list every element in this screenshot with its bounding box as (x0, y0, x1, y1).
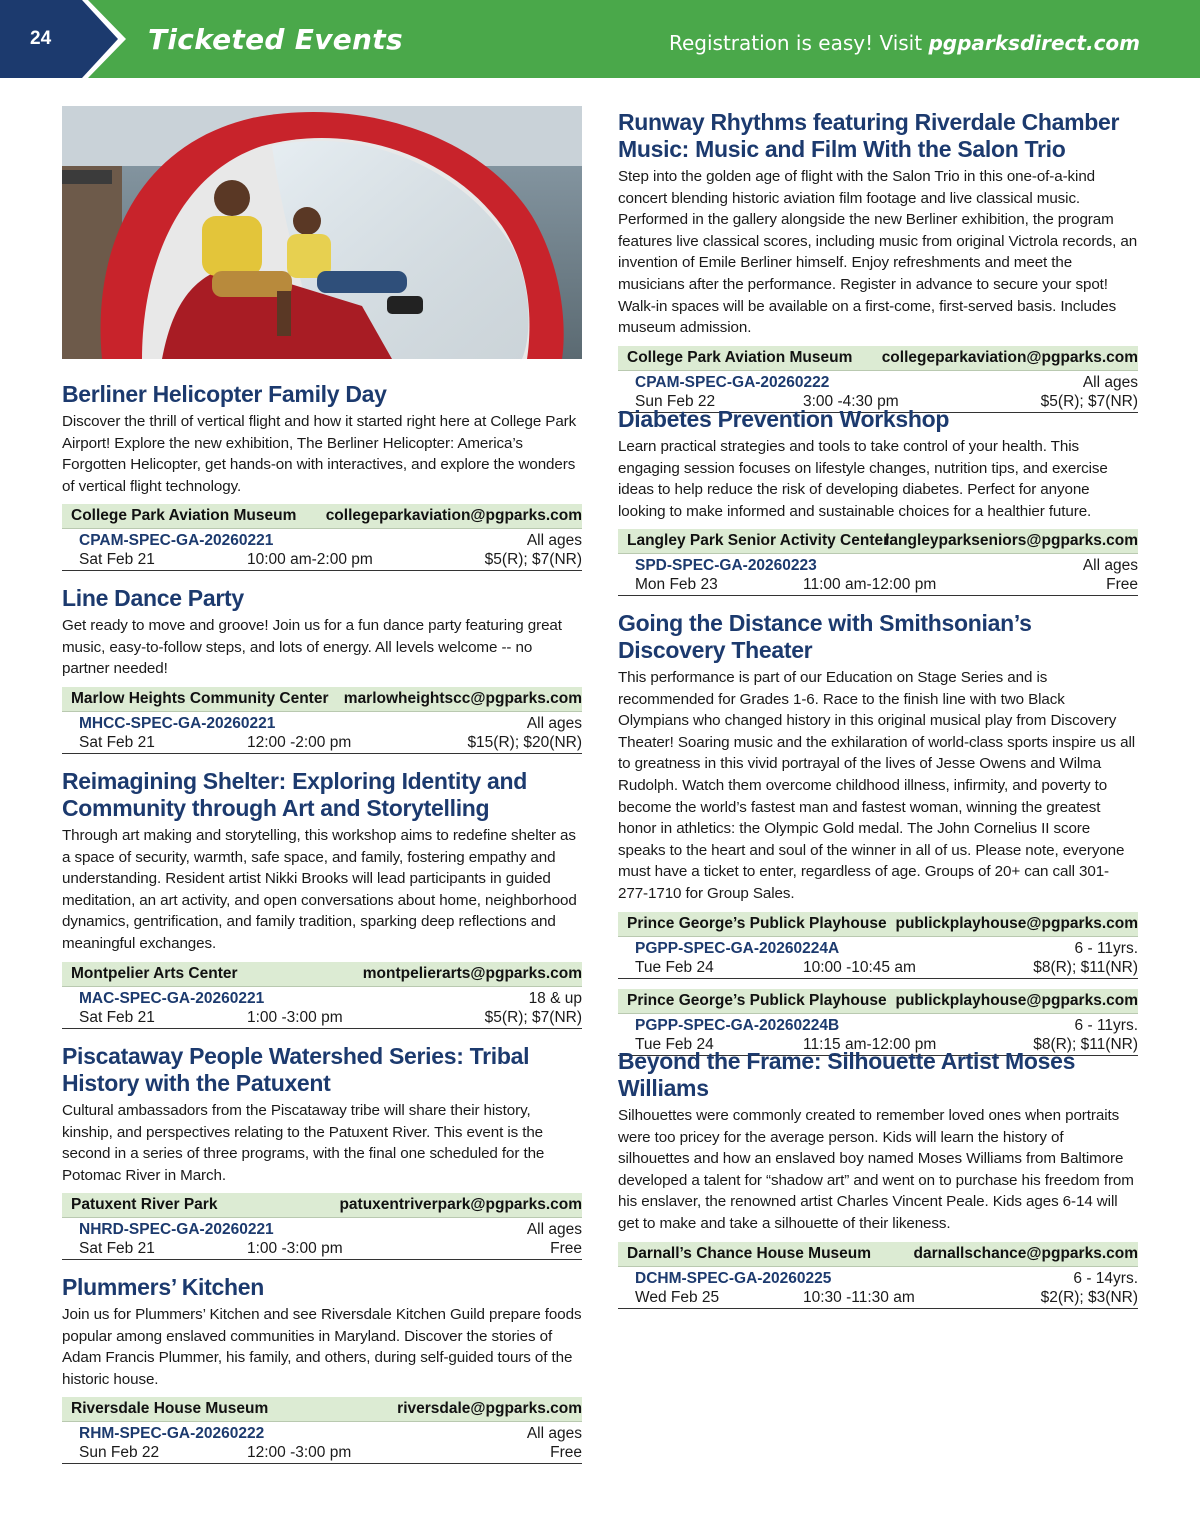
venue-name: Patuxent River Park (71, 1196, 218, 1214)
session-time: 1:00 -3:00 pm (247, 1008, 343, 1026)
registration-note (669, 31, 1140, 55)
session-row (62, 1218, 582, 1260)
session-ages: All ages (526, 1425, 582, 1443)
session-date: Mon Feb 23 (635, 576, 718, 594)
venue-bar (62, 1193, 582, 1218)
session-time: 11:00 am-12:00 pm (803, 576, 937, 594)
venue-name: Prince George’s Publick Playhouse (627, 914, 887, 932)
session-date: Tue Feb 24 (635, 1035, 714, 1053)
venue-email[interactable]: darnallschance@pgparks.com (913, 1244, 1138, 1262)
venue-name: College Park Aviation Museum (71, 507, 297, 525)
event-description: Cultural ambassadors from the Piscataway tribe will share their history, kinship, and perspectives relating to the Patuxent River. This event is the second in a series of three programs, with the final one scheduled for the Potomac River in March. (62, 1102, 545, 1184)
venue-name: Montpelier Arts Center (71, 964, 238, 982)
session-date: Sat Feb 21 (79, 1008, 155, 1026)
session-fee: $2(R); $3(NR) (1040, 1288, 1138, 1306)
event-title: Runway Rhythms featuring Riverdale Chamber Music: Music and Film With the Salon Trio (618, 109, 1120, 162)
session-date: Sun Feb 22 (635, 392, 716, 410)
session-fee: $8(R); $11(NR) (1033, 1035, 1138, 1053)
session-fee: $15(R); $20(NR) (467, 733, 582, 751)
session-time: 10:30 -11:30 am (803, 1288, 915, 1306)
session-ages: 6 - 14yrs. (1073, 1269, 1138, 1287)
event-title: Beyond the Frame: Silhouette Artist Moses Williams (618, 1048, 1076, 1101)
activity-code: MAC-SPEC-GA-20260221 (79, 989, 265, 1007)
venue-name: Riversdale House Museum (71, 1400, 269, 1418)
session-ages: All ages (526, 532, 582, 550)
event-description: Get ready to move and groove! Join us for a fun dance party featuring great music, easy-to-follow steps, and lots of energy. All levels welcome -- no partner needed! (62, 617, 562, 678)
page-header (0, 0, 1200, 78)
event-line-dance-party (62, 585, 582, 754)
session-row (62, 1422, 582, 1464)
session-row (62, 529, 582, 571)
venue-email[interactable]: collegeparkaviation@pgparks.com (881, 348, 1138, 366)
event-description: Discover the thrill of vertical flight and how it started right here at College Park Airport! Explore the new exhibition, The Berliner Helicopter: America’s Forgotten Helicopter, get hands-on with interactives, and explore the wonders of vertical flight technology. (62, 413, 577, 495)
event-going-the-distance (618, 610, 1138, 1056)
venue-email[interactable]: marlowheightscc@pgparks.com (343, 689, 582, 707)
venue-bar (618, 346, 1138, 371)
event-berliner-helicopter (62, 381, 582, 571)
activity-code: RHM-SPEC-GA-20260222 (79, 1425, 265, 1443)
session-date: Tue Feb 24 (635, 958, 714, 976)
event-title: Plummers’ Kitchen (62, 1274, 264, 1300)
venue-bar (62, 1397, 582, 1422)
venue-email[interactable]: publickplayhouse@pgparks.com (895, 991, 1138, 1009)
session-fee: Free (550, 1444, 582, 1462)
session-time: 12:00 -3:00 pm (247, 1444, 352, 1462)
venue-email[interactable]: patuxentriverpark@pgparks.com (339, 1196, 582, 1214)
event-beyond-the-frame (618, 1048, 1138, 1309)
event-reimagining-shelter (62, 768, 582, 1029)
activity-code: DCHM-SPEC-GA-20260225 (635, 1269, 832, 1287)
venue-email[interactable]: publickplayhouse@pgparks.com (895, 914, 1138, 932)
venue-email[interactable]: langleyparkseniors@pgparks.com (885, 532, 1138, 550)
venue-name: Darnall’s Chance House Museum (627, 1244, 872, 1262)
session-fee: $5(R); $7(NR) (1040, 392, 1138, 410)
venue-name: College Park Aviation Museum (627, 348, 853, 366)
section-title: Ticketed Events (148, 23, 403, 56)
venue-email[interactable]: collegeparkaviation@pgparks.com (325, 507, 582, 525)
session-time: 10:00 -10:45 am (803, 958, 916, 976)
page-number: 24 (30, 28, 52, 49)
session-time: 3:00 -4:30 pm (803, 392, 899, 410)
session-fee: $5(R); $7(NR) (484, 551, 582, 569)
session-row (618, 937, 1138, 979)
session-date: Wed Feb 25 (635, 1288, 720, 1306)
venue-bar (62, 504, 582, 529)
session-fee: $8(R); $11(NR) (1033, 958, 1138, 976)
session-time: 11:15 am-12:00 pm (803, 1035, 937, 1053)
session-time: 1:00 -3:00 pm (247, 1240, 343, 1258)
venue-bar (618, 989, 1138, 1014)
session-fee: Free (550, 1240, 582, 1258)
venue-bar (62, 687, 582, 712)
session-ages: All ages (1082, 373, 1138, 391)
session-ages: All ages (526, 1221, 582, 1239)
event-runway-rhythms (618, 109, 1138, 413)
event-description: Learn practical strategies and tools to take control of your health. This engaging session focuses on lifestyle changes, nutrition tips, and exercise ideas to help reduce the risk of developing diabetes. Perfect for anyone looking to make informed and sustainable choices for a healthier future. (618, 438, 1108, 520)
venue-name: Langley Park Senior Activity Center (627, 532, 890, 550)
venue-bar (62, 962, 582, 987)
event-diabetes-prevention (618, 406, 1138, 596)
session-ages: 6 - 11yrs. (1074, 939, 1138, 957)
activity-code: CPAM-SPEC-GA-20260221 (79, 532, 274, 550)
event-plummers-kitchen (62, 1274, 582, 1464)
session-date: Sun Feb 22 (79, 1444, 160, 1462)
session-fee: Free (1106, 576, 1138, 594)
venue-bar (618, 1242, 1138, 1267)
page-number-tab (0, 0, 128, 78)
session-ages: All ages (526, 714, 582, 732)
session-row (618, 1267, 1138, 1309)
session-time: 10:00 am-2:00 pm (247, 551, 373, 569)
session-date: Sat Feb 21 (79, 1240, 155, 1258)
event-description: Through art making and storytelling, this workshop aims to redefine shelter as a space of security, warmth, safe space, and family, fostering empathy and understanding. Resident artist Nikki Brooks will lead participants in guided meditation, an art activity, and open conversations about home, neighborhood dynamics, gentrification, and family tradition, sparking deep reflections and meaningful exchanges. (62, 827, 577, 952)
session-row (62, 987, 582, 1029)
event-description: Join us for Plummers’ Kitchen and see Riversdale Kitchen Guild prepare foods popular among enslaved communities in Maryland. Discover the stories of Adam Francis Plummer, his family, and others, during self-guided tours of the historic house. (62, 1306, 582, 1388)
session-fee: $5(R); $7(NR) (484, 1008, 582, 1026)
registration-text: Registration is easy! Visit (668, 31, 929, 55)
event-title: Line Dance Party (62, 585, 244, 611)
activity-code: MHCC-SPEC-GA-20260221 (79, 714, 276, 732)
event-piscataway-watershed (62, 1043, 582, 1260)
session-row (62, 712, 582, 754)
session-ages: 6 - 11yrs. (1074, 1016, 1138, 1034)
event-title: Diabetes Prevention Workshop (618, 406, 950, 432)
event-description: This performance is part of our Education on Stage Series and is recommended for Grades 1-6. Race to the finish line with two Black Olympians who changed history in this original musical play from Discovery Theater! Soaring music and the exhilaration of world-class sports inspire us all to greatness in this vivid portrayal of the lives of Jesse Owens and Wilma Rudolph. Watch them overcome childhood illness, infirmity, and poverty to become the world’s fastest man and fastest woman, winning the greatest honor in athletics: the Olympic Gold medal. The John Cornelius II score speaks to the heart and soul of the winner in all of us. Please note, everyone must have a ticket to enter, regardless of age. Groups of 20+ can call 301-277-1710 for Group Sales. (618, 669, 1136, 902)
activity-code: SPD-SPEC-GA-20260223 (635, 557, 817, 575)
activity-code: NHRD-SPEC-GA-20260221 (79, 1221, 274, 1239)
event-title: Berliner Helicopter Family Day (62, 381, 387, 407)
event-title: Reimagining Shelter: Exploring Identity and Community through Art and Storytelling (62, 768, 528, 821)
event-title: Piscataway People Watershed Series: Tribal History with the Patuxent (62, 1043, 530, 1096)
activity-code: PGPP-SPEC-GA-20260224B (635, 1016, 840, 1034)
activity-code: PGPP-SPEC-GA-20260224A (635, 939, 840, 957)
venue-email[interactable]: riversdale@pgparks.com (397, 1400, 582, 1418)
event-description: Silhouettes were commonly created to remember loved ones when portraits were too pricey for the average person. Kids will learn the history of silhouettes and how an enslaved boy named Moses Williams from Baltimore developed a talent for “shadow art” and went on to purchase his freedom from his enslaver, the renowned artist Charles Vincent Peale. Kids ages 6-14 will get to make and take a silhouette of their likeness. (618, 1107, 1134, 1232)
session-time: 12:00 -2:00 pm (247, 733, 352, 751)
venue-bar (618, 529, 1138, 554)
registration-link[interactable]: pgparksdirect.com (928, 31, 1140, 55)
helicopter-photo (62, 106, 582, 359)
session-date: Sat Feb 21 (79, 733, 155, 751)
event-description: Step into the golden age of flight with the Salon Trio in this one-of-a-kind concert blending historic aviation film footage and live classical music. Performed in the gallery alongside the new Berliner exhibition, the program features live classical scores, including music from original Victrola records, an invention of Emile Berliner himself. Enjoy refreshments and meet the musicians after the performance. Register in advance to secure your spot! Walk-in spaces will be available on a first-come, first-served basis. Includes museum admission. (618, 168, 1138, 337)
venue-bar (618, 912, 1138, 937)
session-date: Sat Feb 21 (79, 551, 155, 569)
venue-name: Marlow Heights Community Center (71, 689, 329, 707)
activity-code: CPAM-SPEC-GA-20260222 (635, 373, 830, 391)
event-title: Going the Distance with Smithsonian’s Discovery Theater (618, 610, 1032, 663)
venue-email[interactable]: montpelierarts@pgparks.com (362, 964, 582, 982)
session-row (618, 554, 1138, 596)
venue-name: Prince George’s Publick Playhouse (627, 991, 887, 1009)
session-ages: 18 & up (528, 989, 582, 1007)
session-ages: All ages (1082, 557, 1138, 575)
